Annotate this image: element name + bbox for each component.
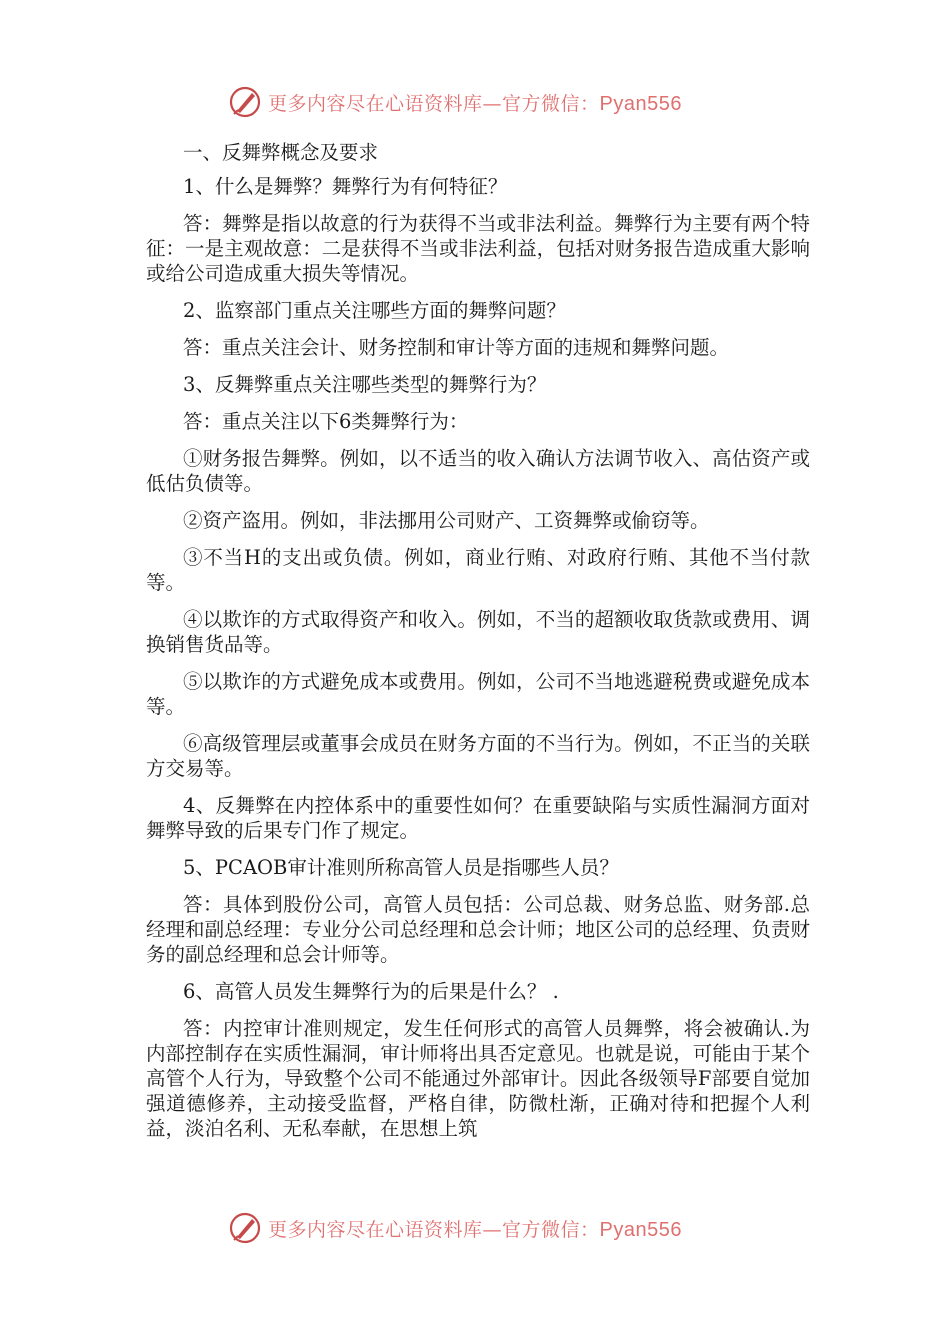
fraud-type-4: ④以欺诈的方式取得资产和收入。例如，不当的超额收取货款或费用、调换销售货品等。: [146, 608, 810, 656]
banner-text: [268, 1215, 682, 1242]
section-heading: 一、反舞弊概念及要求: [183, 141, 379, 164]
fraud-type-5: ⑤以欺诈的方式避免成本或费用。例如，公司不当地逃避税费或避免成本等。: [146, 670, 810, 718]
document-body: [146, 140, 810, 1153]
answer-3: 答：重点关注以下6类舞弊行为：: [183, 410, 469, 433]
banner-zh-text: 更多内容尽在心语资料库—官方微信：: [268, 1218, 600, 1241]
question-2: 2、监察部门重点关注哪些方面的舞弊问题？: [183, 299, 566, 322]
question-6: 6、高管人员发生舞弊行为的后果是什么？ .: [183, 980, 559, 1003]
footer-watermark-banner: [228, 1210, 728, 1246]
answer-6: 答：内控审计准则规定，发生任何形式的高管人员舞弊，将会被确认.为内部控制存在实质性漏洞，审计师将出具否定意见。也就是说，可能由于某个高管个人行为，导致整个公司不能通过外部审计。因此各级领导F部要自觉加强道德修养，主动接受监督，严格自律，防微杜渐，正确对待和把握个人利益，淡泊名利、无私奉献，在思想上筑: [146, 1017, 810, 1140]
quill-pen-icon: [228, 85, 262, 119]
answer-1: 答：舞弊是指以故意的行为获得不当或非法利益。舞弊行为主要有两个特征：一是主观故意：二是获得不当或非法利益，包括对财务报告造成重大影响或给公司造成重大损失等情况。: [146, 212, 810, 285]
fraud-type-6: ⑥高级管理层或董事会成员在财务方面的不当行为。例如，不正当的关联方交易等。: [146, 732, 810, 780]
fraud-type-1: ①财务报告舞弊。例如，以不适当的收入确认方法调节收入、高估资产或低估负债等。: [146, 447, 810, 495]
answer-5: 答：具体到股份公司，高管人员包括：公司总裁、财务总监、财务部.总经理和副总经理：专业分公司总经理和总会计师；地区公司的总经理、负责财务的副总经理和总会计师等。: [146, 893, 810, 966]
question-4: 4、反舞弊在内控体系中的重要性如何？在重要缺陷与实质性漏洞方面对舞弊导致的后果专门作了规定。: [146, 794, 810, 842]
banner-wechat-id: Pyan556: [599, 92, 682, 115]
fraud-type-3: ③不当H的支出或负债。例如，商业行贿、对政府行贿、其他不当付款等。: [146, 546, 810, 594]
question-1: 1、什么是舞弊？舞弊行为有何特征？: [183, 175, 508, 198]
banner-text: [268, 89, 682, 116]
banner-wechat-id: Pyan556: [599, 1218, 682, 1241]
fraud-type-2: ②资产盗用。例如，非法挪用公司财产、工资舞弊或偷窃等。: [183, 509, 710, 532]
header-watermark-banner: [228, 84, 728, 120]
banner-zh-text: 更多内容尽在心语资料库—官方微信：: [268, 92, 600, 115]
answer-2: 答：重点关注会计、财务控制和审计等方面的违规和舞弊问题。: [183, 336, 730, 359]
quill-pen-icon: [228, 1211, 262, 1245]
question-3: 3、反舞弊重点关注哪些类型的舞弊行为？: [183, 373, 547, 396]
question-5: 5、PCAOB审计准则所称高管人员是指哪些人员？: [183, 856, 619, 879]
